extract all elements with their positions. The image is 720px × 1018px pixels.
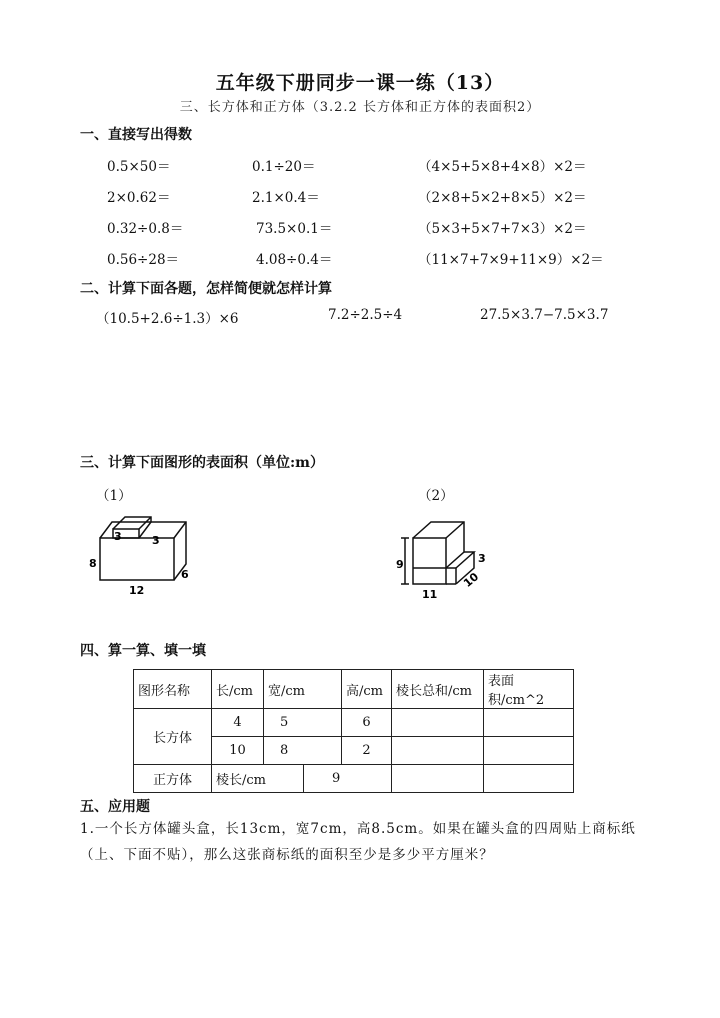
cube-label: 正方体 <box>134 765 212 793</box>
calc-item: 0.56÷28＝ <box>107 252 180 268</box>
table-header-cell: 长/cm <box>212 670 264 709</box>
table-cell: 10 <box>212 737 264 765</box>
table-header-cell: 棱长总和/cm <box>392 670 484 709</box>
calc-item: 73.5×0.1＝ <box>256 221 333 237</box>
answer-cell[interactable] <box>484 737 574 765</box>
solids-table <box>133 669 574 793</box>
calc-item: （5×3+5×7+7×3）×2＝ <box>418 221 587 237</box>
fig2-dim-label: 11 <box>422 588 438 601</box>
table-header-cell: 宽/cm <box>264 670 342 709</box>
fig2-dim-label: 3 <box>478 552 486 565</box>
calc-item: （2×8+5×2+8×5）×2＝ <box>418 190 587 206</box>
simplify-item: 7.2÷2.5÷4 <box>328 307 403 323</box>
answer-cell[interactable] <box>392 709 484 737</box>
table-header-cell: 图形名称 <box>134 670 212 709</box>
table-cell: 5 <box>264 709 342 737</box>
cuboid-label: 长方体 <box>134 709 212 765</box>
calc-item: 0.1÷20＝ <box>252 159 316 175</box>
figure2-composite-solid <box>394 516 498 604</box>
calc-item: 0.32÷0.8＝ <box>107 221 184 237</box>
table-cell: 4 <box>212 709 264 737</box>
answer-cell[interactable] <box>392 765 484 793</box>
section3-heading: 三、计算下面图形的表面积（单位:m） <box>80 455 324 471</box>
fig1-dim-label: 3 <box>114 530 122 543</box>
answer-cell[interactable] <box>484 709 574 737</box>
table-header-cell: 表面积/cm^2 <box>484 670 574 709</box>
fig2-dim-label: 9 <box>396 558 404 571</box>
section1-heading: 一、直接写出得数 <box>80 127 192 143</box>
fig1-dim-label: 3 <box>152 534 160 547</box>
calc-item: 0.5×50＝ <box>107 159 171 175</box>
page-subtitle: 三、长方体和正方体（3.2.2 长方体和正方体的表面积2） <box>179 100 541 115</box>
simplify-item: （10.5+2.6÷1.3）×6 <box>96 311 239 327</box>
simplify-item: 27.5×3.7−7.5×3.7 <box>480 307 609 323</box>
table-cell: 8 <box>264 737 342 765</box>
section2-heading: 二、计算下面各题，怎样简便就怎样计算 <box>80 281 332 297</box>
word-problem-1: 1.一个长方体罐头盒，长13cm，宽7cm，高8.5cm。如果在罐头盒的四周贴上商标纸（上、下面不贴），那么这张商标纸的面积至少是多少平方厘米？ <box>80 821 636 863</box>
calc-item: （4×5+5×8+4×8）×2＝ <box>418 159 587 175</box>
fig1-dim-label: 6 <box>181 568 189 581</box>
calc-item: 2×0.62＝ <box>107 190 171 206</box>
table-header-cell: 高/cm <box>342 670 392 709</box>
table-cell: 6 <box>342 709 392 737</box>
cube-edge-label: 棱长/cm <box>212 765 304 793</box>
answer-cell[interactable] <box>484 765 574 793</box>
fig1-dim-label: 8 <box>89 557 97 570</box>
table-row <box>134 709 574 737</box>
figure2-label: （2） <box>418 488 454 504</box>
table-row <box>134 765 574 793</box>
figure1-cuboid <box>86 512 196 602</box>
table-cell: 2 <box>342 737 392 765</box>
calc-item: 4.08÷0.4＝ <box>256 252 333 268</box>
section4-heading: 四、算一算、填一填 <box>80 643 206 659</box>
calc-item: （11×7+7×9+11×9）×2＝ <box>418 252 604 268</box>
fig1-dim-label: 12 <box>129 584 145 597</box>
figure1-label: （1） <box>96 488 132 504</box>
table-header-row <box>134 670 574 709</box>
cube-edge-value: 9 <box>304 765 392 793</box>
answer-cell[interactable] <box>392 737 484 765</box>
section5-heading: 五、应用题 <box>80 799 150 815</box>
page-title: 五年级下册同步一课一练（13） <box>215 72 505 94</box>
fig2-dim-label: 10 <box>461 570 482 590</box>
calc-item: 2.1×0.4＝ <box>252 190 320 206</box>
